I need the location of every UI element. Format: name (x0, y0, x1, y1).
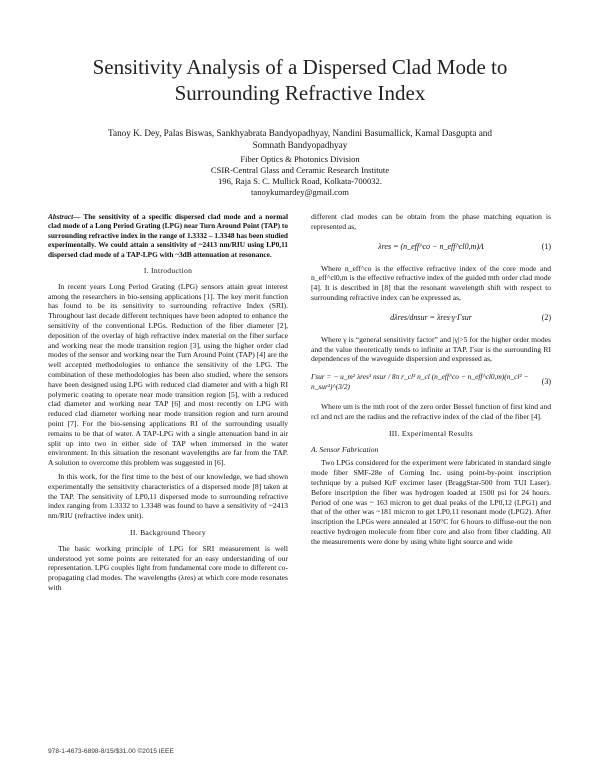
equation-1-explanation: Where n_eff^co is the effective refractive index of the core mode and n_eff^cl0,m is the effective refractive index of the guided mth order clad mode [4]. It is described in [8] that the resonant wavelength shift with respect to surrounding refractive index can be expressed as, (311, 263, 551, 302)
paper-title (40, 54, 560, 106)
equation-3-number: (3) (541, 377, 551, 387)
abstract-text: — The sensitivity of a specific dispersed clad mode and a normal clad mode of a Long Period Grating (LPG) near Turn Around Point (TAP) to surrounding refractive index in the range of 1.3332 – 1.3348 has been studied experimentally. We could attain a sensitivity of ~2413 nm/RIU using LP0,11 dispersed clad mode of a TAP-LPG with ~3dB attenuation at resonance. (48, 212, 288, 259)
title-line-1: Sensitivity Analysis of a Dispersed Clad Mode to (92, 55, 508, 79)
equation-1-body: λres = (n_eff^co − n_eff^cl0,m)Λ (378, 241, 484, 251)
theory-paragraph-1: The basic working principle of LPG for SRI measurement is well understood yet some points are reiterated for an easy understanding of our representation. LPG couples light from fundamental core mode to different co-propagating clad modes. The wavelengths (λres) at which core mode resonates with (48, 543, 288, 592)
equation-3-explanation: Where um is the mth root of the zero order Bessel function of first kind and rcl and ncl are the radius and the refractive index of the clad of the fiber [4]. (311, 402, 551, 421)
equation-1-number: (1) (541, 241, 551, 251)
affiliation-division: Fiber Optics & Photonics Division (240, 154, 360, 164)
equation-3-body: Γsur = − u_m² λres³ nsur / 8π r_cl³ n_cl (n_eff^co − n_eff^cl0,m)(n_cl² − n_sur²)^(3/2) (311, 372, 529, 392)
affiliation-email: tanoykumardey@gmail.com (251, 187, 349, 197)
affiliation-block (120, 154, 480, 198)
abstract (48, 212, 288, 259)
abstract-label: Abstract (48, 212, 74, 221)
equation-2 (311, 307, 551, 329)
equation-2-explanation: Where γ is “general sensitivity factor” and |γ|>5 for the higher order modes and the value theoretically tends to infinite at TAP. Γsur is the surrounding RI dependences of the waveguide dispersion and expressed as, (311, 334, 551, 364)
right-column (311, 212, 551, 551)
authors-line-2: Somnath Bandyopadhyay (252, 140, 348, 150)
subsection-heading-fabrication: A. Sensor Fabrication (311, 444, 379, 454)
intro-paragraph-1: In recent years Long Period Grating (LPG) sensors attain great interest among the researchers in bio-sensing applications [1]. The key merit function has found to be its sensitivity to surrounding refractive Index (SRI). Throughout last decade different techniques have been adopted to enhance the sensitivity of the conventional LPGs. Reduction of the fiber diameter [2], deposition of the overlay of high refractive index material on the fiber surface and working near the mode transition region [3], using the higher order clad modes of the sensor and working near the Turn Around Point (TAP) [4] are the well accepted methodologies to enhance the sensitivity of the LPG. The combination of these methodologies has been also studied, where the sensors have been designed using LPG with reduced clad diameter and with a high RI polymeric coating to operate near mode transition region [5], with a reduced clad diameter and working near TAP [6] and most recently on LPG with reduced clad diameter working near mode transition region and turn around point [7]. For the bio-sensing applications RI of the surrounding usually remains to be that of water. A TAP-LPG with a single attenuation band in air split up into two in either side of TAP when immersed in the water environment. In this situation the resonant wavelengths are far from the TAP. A solution to overcome this problem was suggested in [6]. (48, 281, 288, 468)
title-line-2: Surrounding Refractive Index (174, 81, 426, 105)
authors-line-1: Tanoy K. Dey, Palas Biswas, Sankhyabrata Bandyopadhyay, Nandini Basumallick, Kamal Dasgupta and (108, 128, 492, 138)
equation-3 (311, 368, 551, 396)
author-list (40, 127, 560, 151)
equation-1 (311, 236, 551, 258)
left-column (48, 212, 288, 597)
phase-matching-intro: different clad modes can be obtain from the phase matching equation is represented as, (311, 212, 551, 231)
section-heading-background: II. Background Theory (130, 527, 206, 537)
affiliation-institute: CSIR-Central Glass and Ceramic Research Institute (210, 165, 390, 175)
equation-2-number: (2) (541, 312, 551, 322)
section-heading-introduction: I. Introduction (143, 266, 193, 276)
fabrication-paragraph: Two LPGs considered for the experiment were fabricated in standard single mode fiber SMF-28e of Corning Inc. using point-by-point inscription technique by a pulsed KrF excimer laser (BraggStar-500 from TUI Laser). Before inscription the fiber was hydrogen loaded at 1500 psi for 24 hours. Period of one was ~ 163 micron to get dual peaks of the LP0,12 (LPG1) and that of the other was ~181 micron to get LP0,11 resonant mode (LPG2). After inscription the LPGs were annealed at 150°C for 6 hours to diffuse-out the non reactive hydrogen molecule from fiber core and also from fiber cladding. All the measurements were done by using white light source and wide (311, 458, 551, 546)
equation-2-body: dλres/dnsur = λres·γ·Γsur (390, 312, 472, 322)
intro-paragraph-2: In this work, for the first time to the best of our knowledge, we had shown experimentally the sensitivity characteristics of a dispersed mode [8] taken at the TAP. The sensitivity of LP0,11 dispersed mode to surrounding refractive index ranging from 1.3332 to 1.3348 was found to have a sensitivity of ~2413 nm/RIU (refractive index unit). (48, 471, 288, 521)
copyright-footer: 978-1-4673-6898-8/15/$31.00 ©2015 IEEE (48, 748, 174, 755)
section-heading-experimental: III. Experimental Results (388, 428, 474, 438)
affiliation-address: 196, Raja S. C. Mullick Road, Kolkata-700032. (218, 176, 382, 186)
